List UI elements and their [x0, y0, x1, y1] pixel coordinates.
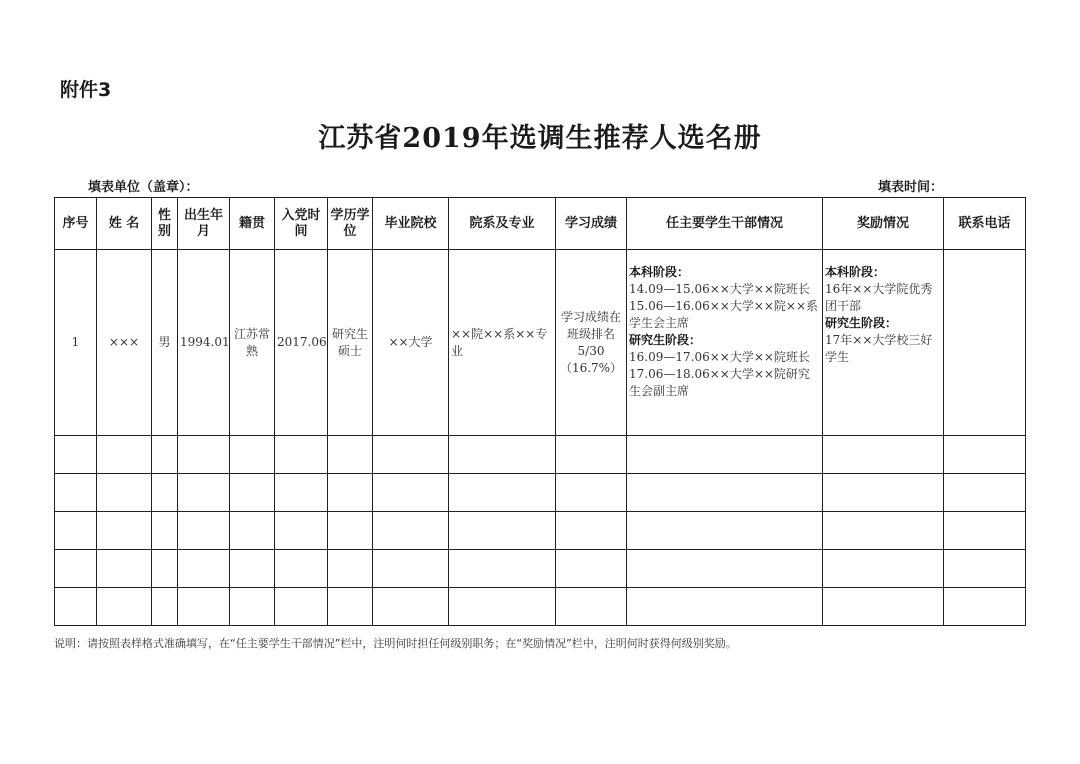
empty-cell [449, 588, 556, 626]
header-native-place: 籍贯 [230, 198, 275, 250]
table-row [55, 250, 1026, 436]
empty-cell [449, 512, 556, 550]
attachment-label: 附件3 [60, 79, 112, 101]
empty-cell [627, 474, 823, 512]
header-major: 院系及专业 [449, 198, 556, 250]
empty-cell [449, 550, 556, 588]
empty-table-row [55, 474, 1026, 512]
cell-gender: 男 [152, 250, 178, 436]
header-phone: 联系电话 [944, 198, 1026, 250]
empty-cell [230, 436, 275, 474]
empty-cell [823, 512, 944, 550]
page-title: 江苏省2019年选调生推荐人选名册 [318, 123, 762, 154]
empty-table-row [55, 512, 1026, 550]
empty-cell [328, 436, 373, 474]
header-grades: 学习成绩 [556, 198, 627, 250]
header-awards: 奖励情况 [823, 198, 944, 250]
empty-table-row [55, 436, 1026, 474]
empty-table-row [55, 588, 1026, 626]
cell-native-place: 江苏常熟 [230, 250, 275, 436]
empty-cell [178, 550, 230, 588]
empty-cell [373, 436, 449, 474]
header-name: 姓 名 [97, 198, 152, 250]
empty-cell [55, 512, 97, 550]
empty-cell [944, 512, 1026, 550]
empty-cell [230, 512, 275, 550]
empty-cell [178, 474, 230, 512]
empty-cell [152, 512, 178, 550]
header-school: 毕业院校 [373, 198, 449, 250]
empty-cell [152, 550, 178, 588]
empty-cell [944, 436, 1026, 474]
cell-index: 1 [55, 250, 97, 436]
header-cadre: 任主要学生干部情况 [627, 198, 823, 250]
header-birth: 出生年月 [178, 198, 230, 250]
header-degree: 学历学位 [328, 198, 373, 250]
awards-undergrad-item: 16年××大学院优秀团干部 [825, 282, 933, 313]
empty-cell [328, 474, 373, 512]
empty-cell [152, 436, 178, 474]
empty-cell [627, 512, 823, 550]
empty-cell [556, 436, 627, 474]
fill-time-label: 填表时间： [878, 180, 944, 195]
empty-cell [556, 588, 627, 626]
cell-cadre [627, 250, 823, 436]
instructions-note: 说明：请按照表样格式准确填写，在“任主要学生干部情况”栏中，注明何时担任何级别职务；在“奖励情况”栏中，注明何时获得何级别奖励。 [54, 637, 737, 650]
empty-cell [823, 550, 944, 588]
empty-cell [55, 436, 97, 474]
cadre-grad-stage: 研究生阶段： [629, 333, 702, 347]
cadre-grad-item: 17.06—18.06××大学××院研究生会副主席 [629, 367, 810, 398]
cell-awards [823, 250, 944, 436]
awards-grad-stage: 研究生阶段： [825, 316, 898, 330]
empty-table-row [55, 550, 1026, 588]
empty-cell [275, 474, 328, 512]
cadre-undergrad-item: 14.09—15.06××大学××院班长 [629, 282, 810, 296]
empty-cell [97, 512, 152, 550]
empty-cell [823, 474, 944, 512]
empty-cell [328, 588, 373, 626]
empty-cell [230, 474, 275, 512]
empty-cell [55, 550, 97, 588]
empty-cell [823, 436, 944, 474]
empty-cell [944, 474, 1026, 512]
candidate-roster-table [54, 197, 1026, 626]
fill-unit-label: 填表单位（盖章）： [88, 180, 199, 195]
empty-cell [449, 474, 556, 512]
empty-cell [230, 550, 275, 588]
empty-cell [373, 550, 449, 588]
empty-cell [178, 588, 230, 626]
empty-cell [556, 474, 627, 512]
empty-cell [449, 436, 556, 474]
cell-major: ××院××系××专业 [449, 250, 556, 436]
header-index: 序号 [55, 198, 97, 250]
empty-cell [55, 474, 97, 512]
header-gender: 性别 [152, 198, 178, 250]
empty-cell [627, 550, 823, 588]
empty-cell [178, 436, 230, 474]
empty-cell [55, 588, 97, 626]
empty-cell [627, 588, 823, 626]
cell-name: ××× [97, 250, 152, 436]
cell-school: ××大学 [373, 250, 449, 436]
awards-undergrad-stage: 本科阶段： [825, 265, 886, 279]
empty-cell [373, 512, 449, 550]
empty-cell [944, 588, 1026, 626]
empty-cell [556, 550, 627, 588]
empty-cell [373, 474, 449, 512]
empty-cell [275, 550, 328, 588]
cell-phone [944, 250, 1026, 436]
cadre-undergrad-item: 15.06—16.06××大学××院××系学生会主席 [629, 299, 819, 330]
empty-cell [178, 512, 230, 550]
table-header-row [55, 198, 1026, 250]
empty-cell [275, 512, 328, 550]
cell-grades: 学习成绩在班级排名5/30（16.7%） [556, 250, 627, 436]
empty-cell [152, 588, 178, 626]
empty-cell [627, 436, 823, 474]
empty-cell [97, 436, 152, 474]
cadre-undergrad-stage: 本科阶段： [629, 265, 690, 279]
empty-cell [944, 550, 1026, 588]
empty-cell [556, 512, 627, 550]
empty-cell [152, 474, 178, 512]
cadre-grad-item: 16.09—17.06××大学××院班长 [629, 350, 810, 364]
empty-cell [97, 474, 152, 512]
cell-birth: 1994.01 [178, 250, 230, 436]
empty-cell [97, 588, 152, 626]
awards-grad-item: 17年××大学校三好学生 [825, 333, 933, 364]
empty-cell [275, 588, 328, 626]
empty-cell [275, 436, 328, 474]
empty-cell [823, 588, 944, 626]
empty-cell [328, 512, 373, 550]
empty-cell [328, 550, 373, 588]
empty-cell [97, 550, 152, 588]
cell-party-date: 2017.06 [275, 250, 328, 436]
empty-cell [373, 588, 449, 626]
empty-cell [230, 588, 275, 626]
header-party-date: 入党时间 [275, 198, 328, 250]
cell-degree: 研究生硕士 [328, 250, 373, 436]
